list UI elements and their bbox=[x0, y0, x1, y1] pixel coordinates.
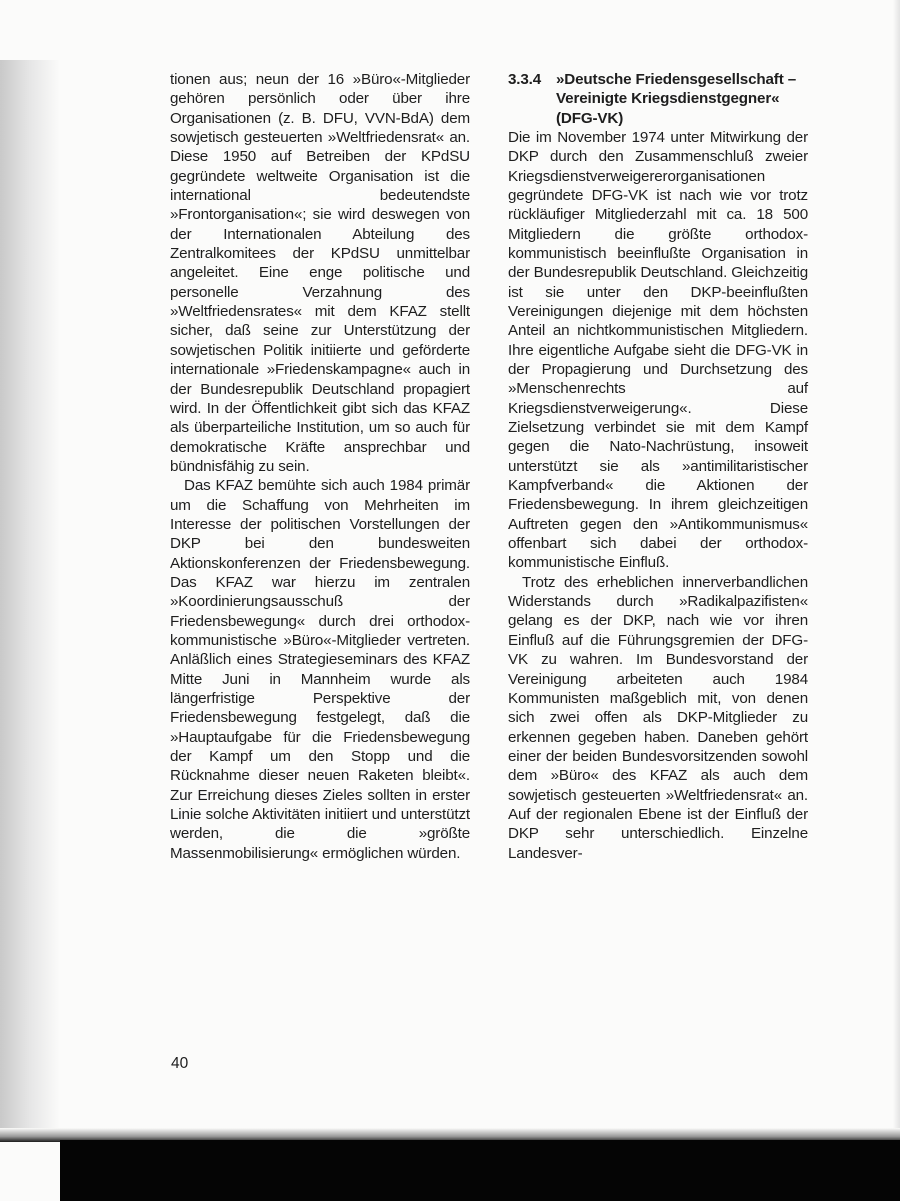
paragraph: tionen aus; neun der 16 »Büro«-Mitglieder gehören persönlich oder über ihre Organisationen (z. B. DFU, VVN-BdA) dem sowjetisch gesteuerten »Weltfriedensrat« an. Diese 1950 auf Betreiben der KPdSU gegründete weltweite Organisation ist die international bedeutendste »Frontorganisation«; sie wird deswegen von der Internationalen Abteilung des Zentralkomitees der KPdSU unmittelbar angeleitet. Eine enge politische und personelle Verzahnung des »Weltfriedensrates« mit dem KFAZ stellt sicher, daß seine zur Unterstützung der sowjetischen Politik initiierte und geförderte internationale »Friedenskampagne« auch in der Bundesrepublik Deutschland propagiert wird. In der Öffentlichkeit gibt sich das KFAZ als überparteiliche Institution, um so auch für demokratische Kräfte ansprechbar und bündnisfähig zu sein. bbox=[170, 71, 470, 475]
section-heading bbox=[508, 70, 808, 128]
right-text-column bbox=[508, 70, 808, 863]
scan-dark-border bbox=[60, 1140, 900, 1201]
page-number: 40 bbox=[171, 1055, 189, 1072]
left-text-column bbox=[170, 70, 470, 863]
scan-shadow-left bbox=[0, 60, 60, 1140]
scan-shadow-right bbox=[893, 0, 900, 1140]
section-title: »Deutsche Friedensgesellschaft – Vereinigte Kriegsdienstgegner« (DFG-VK) bbox=[556, 71, 796, 127]
paragraph: Die im November 1974 unter Mitwirkung der DKP durch den Zusammenschluß zweier Kriegsdienstverweigererorganisationen gegründete DFG-VK ist nach wie vor trotz rückläufiger Mitgliederzahl mit ca. 18 500 Mitgliedern die größte orthodox-kommunistisch beeinflußte Organisation in der Bundesrepublik Deutschland. Gleichzeitig ist sie unter den DKP-beeinflußten Vereinigungen diejenige mit dem höchsten Anteil an nichtkommunistischen Mitgliedern. Ihre eigentliche Aufgabe sieht die DFG-VK in der Propagierung und Durchsetzung des »Menschenrechts auf Kriegsdienstverweigerung«. Diese Zielsetzung verbindet sie mit dem Kampf gegen die Nato-Nachrüstung, insoweit unterstützt sie als »antimilitaristischer Kampfverband« die Aktionen der Friedensbewegung. In ihrem gleichzeitigen Auftreten gegen den »Antikommunismus« offenbart sich dabei der orthodox-kommunistische Einfluß. bbox=[508, 128, 808, 572]
paragraph: Das KFAZ bemühte sich auch 1984 primär um die Schaffung von Mehrheiten im Interesse der politischen Vorstellungen der DKP bei den bundesweiten Aktionskonferenzen der Friedensbewegung. Das KFAZ war hierzu im zentralen »Koordinierungsausschuß der Friedensbewegung« durch drei orthodox-kommunistische »Büro«-Mitglieder vertreten. Anläßlich eines Strategieseminars des KFAZ Mitte Juni in Mannheim wurde als längerfristige Perspektive der Friedensbewegung festgelegt, daß die »Hauptaufgabe für die Friedensbewegung der Kampf um den Stopp und die Rücknahme dieser neuen Raketen bleibt«. Zur Erreichung dieses Zieles sollten in erster Linie solche Aktivitäten initiiert und unterstützt werden, die die »größte Massenmobilisierung« ermöglichen würden. bbox=[170, 477, 470, 862]
paragraph: Trotz des erheblichen innerverbandlichen Widerstands durch »Radikalpazifisten« gelang es der DKP, nach wie vor ihren Einfluß auf die Führungsgremien der DFG-VK zu wahren. Im Bundesvorstand der Vereinigung arbeiteten auch 1984 Kommunisten maßgeblich mit, von denen sich zwei offen als DKP-Mitglieder zu erkennen gegeben haben. Daneben gehört einer der beiden Bundesvorsitzenden sowohl dem »Büro« des KFAZ als auch dem sowjetisch gesteuerten »Weltfriedensrat« an. Auf der regionalen Ebene ist der Einfluß der DKP sehr unterschiedlich. Einzelne Landesver- bbox=[508, 573, 808, 862]
section-number: 3.3.4 bbox=[508, 71, 542, 88]
